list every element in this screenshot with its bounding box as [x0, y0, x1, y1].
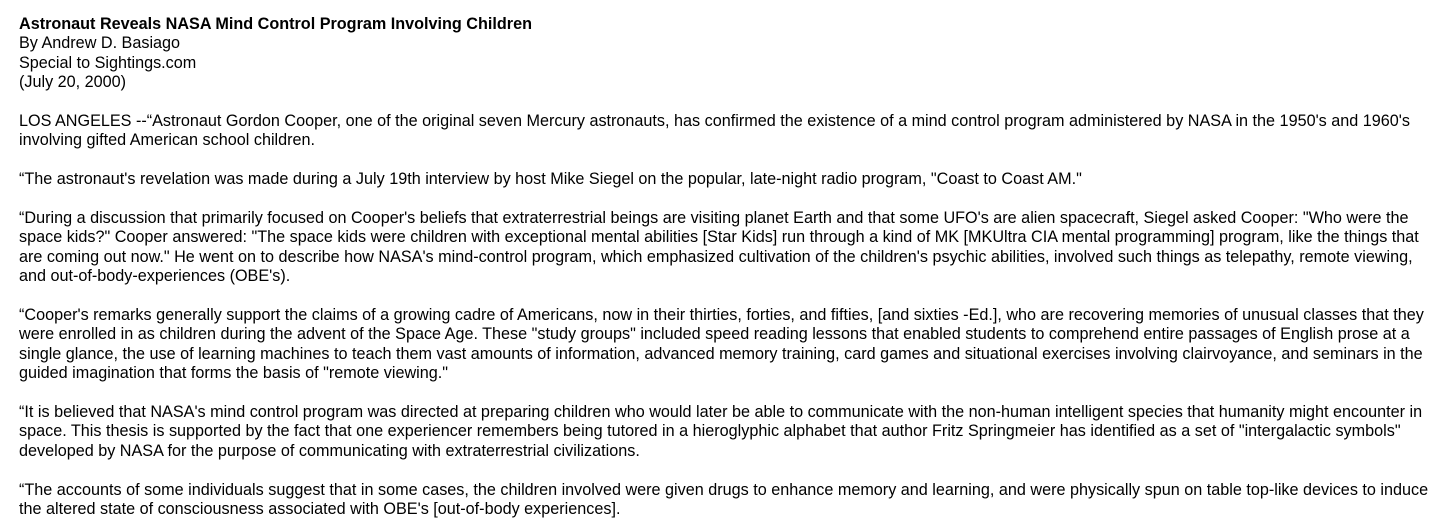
article-date: (July 20, 2000) [19, 73, 127, 92]
article-byline: By Andrew D. Basiago [19, 34, 181, 53]
article-body [19, 112, 1444, 519]
paragraph: “The astronaut's revelation was made during a July 19th interview by host Mike Siegel on the popular, late-night radio program, "Coast to Coast AM." [19, 170, 1082, 189]
paragraph: “During a discussion that primarily focused on Cooper's beliefs that extraterrestrial beings are visiting planet Earth and that some UFO's are alien spacecraft, Siegel asked Cooper: "Who were the space kids?" Cooper answered: "The space kids were children with exceptional mental abilities [Star Kids] run through a kind of MK [MKUltra CIA mental programming] program, like the things that are coming out now." He went on to describe how NASA's mind-control program, which emphasized cultivation of the children's psychic abilities, involved such things as telepathy, remote viewing, and out-of-body-experiences (OBE's). [19, 209, 1419, 286]
paragraph: LOS ANGELES --“Astronaut Gordon Cooper, one of the original seven Mercury astronauts, has confirmed the existence of a mind control program administered by NASA in the 1950's and 1960's involving gifted American school children. [19, 112, 1410, 150]
article-source: Special to Sightings.com [19, 53, 197, 72]
paragraph: “Cooper's remarks generally support the claims of a growing cadre of Americans, now in their thirties, forties, and fifties, [and sixties -Ed.], who are recovering memories of unusual classes that they were enrolled in as children during the advent of the Space Age. These "study groups" included speed reading lessons that enabled students to comprehend entire passages of English prose at a single glance, the use of learning machines to teach them vast amounts of information, advanced memory training, card games and situational exercises involving clairvoyance, and seminars in the guided imagination that forms the basis of "remote viewing." [19, 306, 1424, 383]
paragraph: “It is believed that NASA's mind control program was directed at preparing children who would later be able to communicate with the non-human intelligent species that humanity might encounter in space. This thesis is supported by the fact that one experiencer remembers being tutored in a hieroglyphic alphabet that author Fritz Springmeier has identified as a set of "intergalactic symbols" developed by NASA for the purpose of communicating with extraterrestrial civilizations. [19, 403, 1423, 460]
paragraph: “The accounts of some individuals suggest that in some cases, the children involved were given drugs to enhance memory and learning, and were physically spun on table top-like devices to induce the altered state of consciousness associated with OBE's [out-of-body experiences]. [19, 480, 1429, 519]
article-title: Astronaut Reveals NASA Mind Control Program Involving Children [19, 15, 532, 33]
article [19, 15, 1444, 519]
article-header [19, 15, 1444, 93]
